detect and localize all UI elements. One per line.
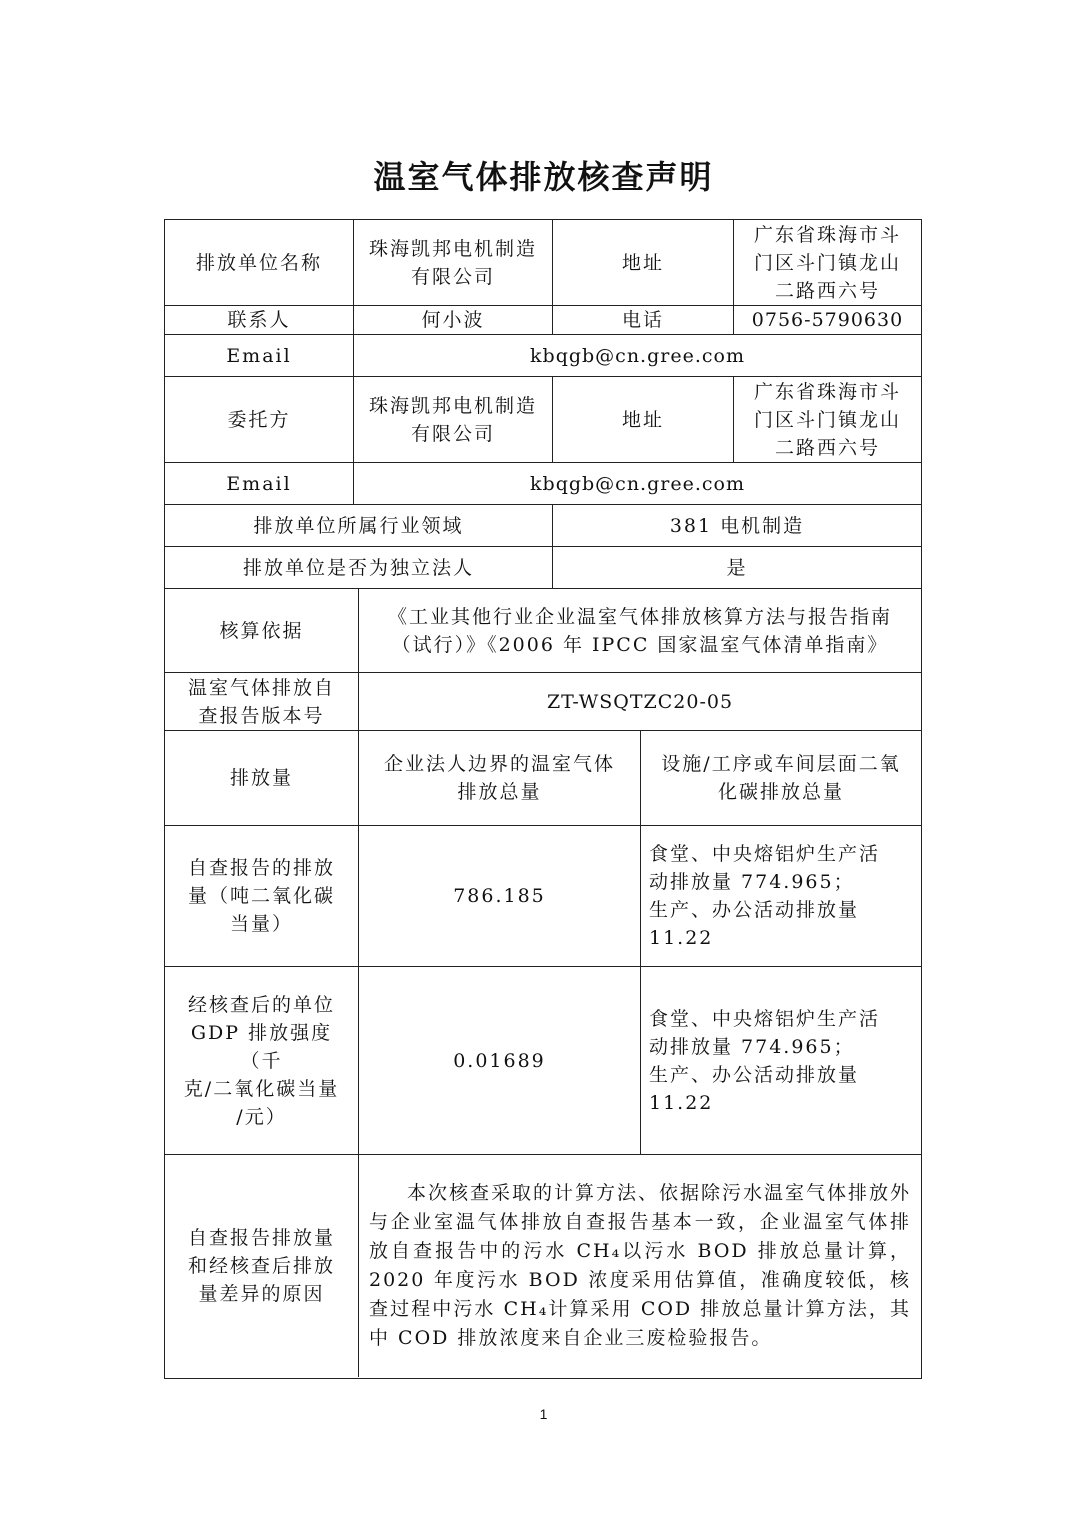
gdp-intensity-value: 0.01689 [359,967,641,1155]
client-address-label: 地址 [553,377,734,463]
phone-label: 电话 [553,306,734,335]
basis-value: 《工业其他行业企业温室气体排放核算方法与报告指南 （试行）》《2006 年 IPCC 国家温室气体清单指南》 [359,589,921,673]
industry-label: 排放单位所属行业领域 [165,505,553,547]
client-email-value: kbqgb@cn.gree.com [354,463,921,505]
self-report-label: 自查报告的排放 量（吨二氧化碳 当量） [165,826,359,967]
gdp-intensity-label: 经核查后的单位 GDP 排放强度（千 克/二氧化碳当量 /元） [165,967,359,1155]
address-value: 广东省珠海市斗 门区斗门镇龙山 二路西六号 [734,220,921,306]
client-label: 委托方 [165,377,354,463]
client-email-label: Email [165,463,354,505]
difference-reason-label: 自查报告排放量 和经核查后排放 量差异的原因 [165,1155,359,1377]
unit-name-value: 珠海凯邦电机制造 有限公司 [354,220,553,306]
difference-reason-paragraph: 本次核查采取的计算方法、依据除污水温室气体排放外与企业室温气体排放自查报告基本一致，企业温室气体排放自查报告中的污水 CH₄以污水 BOD 排放总量计算，2020 年度污水 BOD 浓度采用估算值，准确度较低，核查过程中污水 CH₄计算采用 COD 排放总量计算方法，其中 COD 排放浓度来自企业三废检验报告。 [369,1182,912,1349]
legal-person-value: 是 [553,547,921,589]
declaration-table [164,219,922,1379]
emission-col-facility: 设施/工序或车间层面二氧 化碳排放总量 [641,731,921,826]
emission-label: 排放量 [165,731,359,826]
version-label: 温室气体排放自 查报告版本号 [165,673,359,731]
self-report-detail: 食堂、中央熔铝炉生产活 动排放量 774.965； 生产、办公活动排放量 11.22 [641,826,921,967]
basis-label: 核算依据 [165,589,359,673]
address-label: 地址 [553,220,734,306]
contact-value: 何小波 [354,306,553,335]
difference-reason-text [359,1155,921,1377]
contact-label: 联系人 [165,306,354,335]
industry-value: 381 电机制造 [553,505,921,547]
legal-person-label: 排放单位是否为独立法人 [165,547,553,589]
email-label: Email [165,335,354,377]
client-address-value: 广东省珠海市斗 门区斗门镇龙山 二路西六号 [734,377,921,463]
email-value: kbqgb@cn.gree.com [354,335,921,377]
emission-col-enterprise: 企业法人边界的温室气体 排放总量 [359,731,641,826]
phone-value: 0756-5790630 [734,306,921,335]
version-value: ZT-WSQTZC20-05 [359,673,921,731]
client-value: 珠海凯邦电机制造 有限公司 [354,377,553,463]
gdp-intensity-detail: 食堂、中央熔铝炉生产活 动排放量 774.965； 生产、办公活动排放量 11.22 [641,967,921,1155]
unit-name-label: 排放单位名称 [165,220,354,306]
page-title: 温室气体排放核查声明 [373,158,714,196]
page-number: 1 [539,1406,548,1422]
self-report-total: 786.185 [359,826,641,967]
